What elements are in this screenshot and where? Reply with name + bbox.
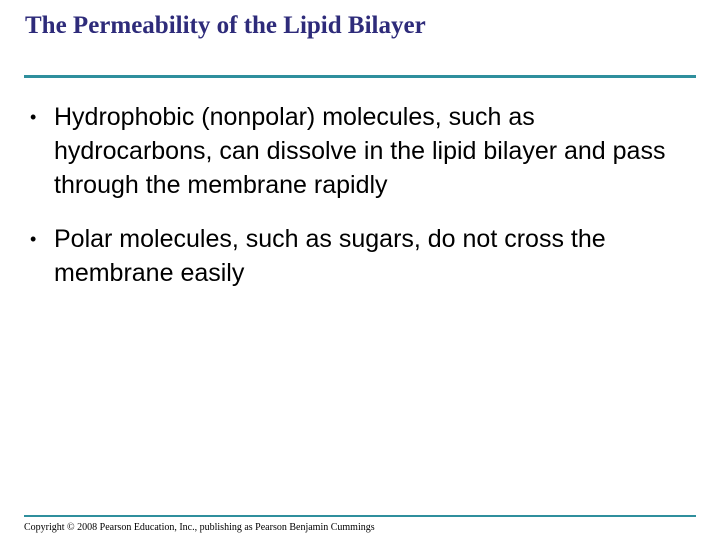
bullet-item-hydrophobic (30, 100, 690, 202)
bullet-text: Polar molecules, such as sugars, do not cross the membrane easily (54, 225, 606, 287)
copyright-footer: Copyright © 2008 Pearson Education, Inc., publishing as Pearson Benjamin Cummings (24, 522, 375, 533)
bullet-text: Hydrophobic (nonpolar) molecules, such as hydrocarbons, can dissolve in the lipid bilayer and pass through the membrane rapidly (54, 103, 666, 199)
bullet-icon: • (30, 107, 37, 127)
bullet-list (30, 100, 690, 310)
bullet-icon: • (30, 229, 37, 249)
title-divider (24, 75, 696, 78)
bullet-item-polar (30, 222, 690, 290)
footer-divider (24, 515, 696, 517)
slide-title: The Permeability of the Lipid Bilayer (25, 12, 426, 39)
